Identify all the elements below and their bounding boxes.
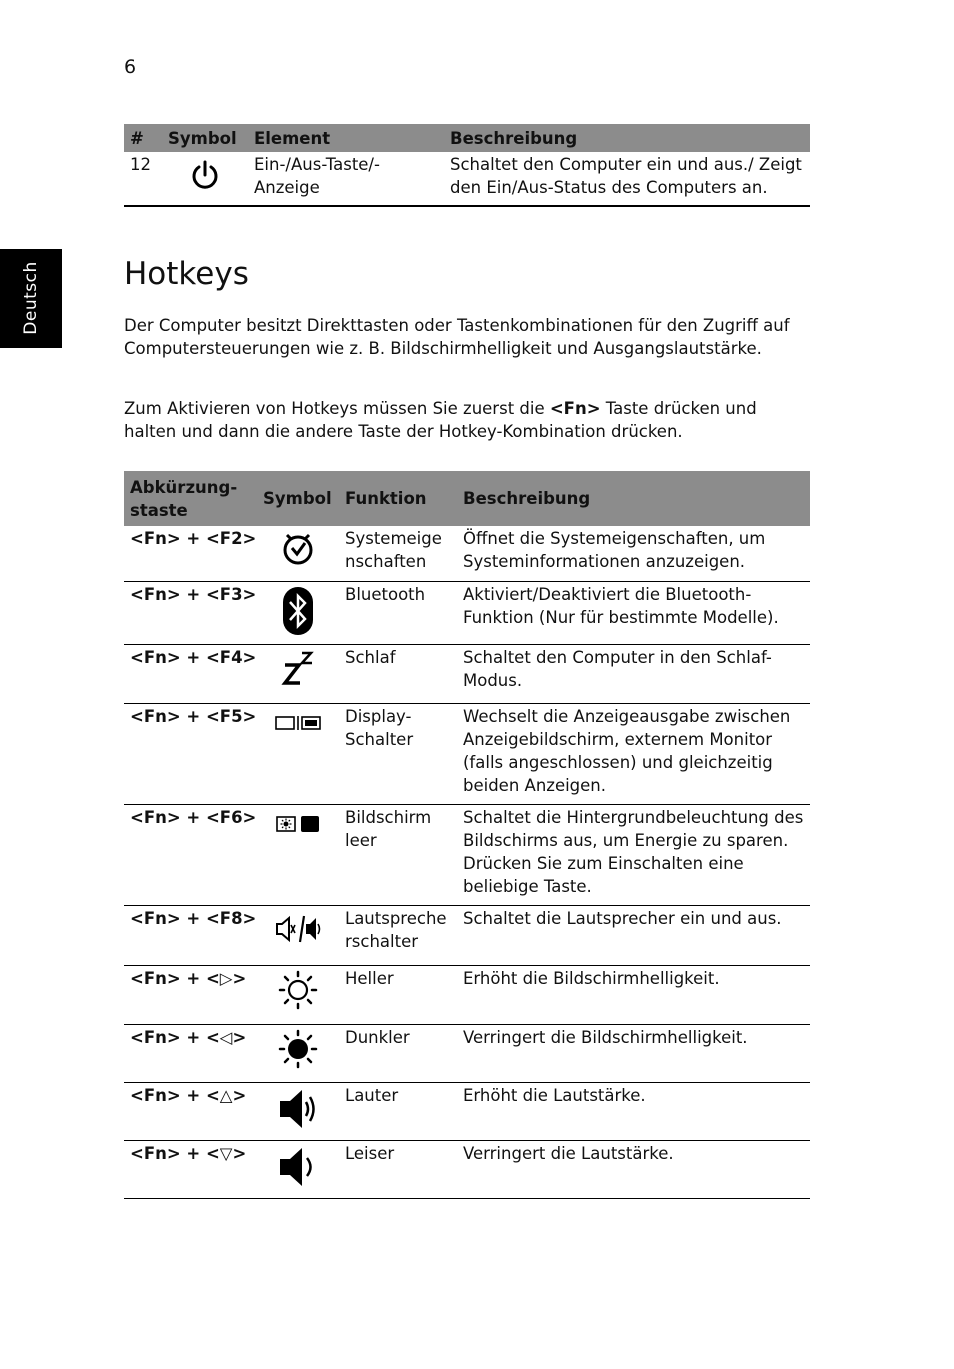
function-name: Leiser	[339, 1140, 457, 1198]
function-description: Schaltet die Lautsprecher ein und aus.	[457, 905, 810, 965]
section-heading: Hotkeys	[124, 256, 249, 292]
hotkey-table	[124, 471, 810, 1199]
function-name: Heller	[339, 965, 457, 1024]
function-description: Öffnet die Systemeigenschaften, um Systeminformationen anzuzeigen.	[457, 526, 810, 581]
function-description: Verringert die Lautstärke.	[457, 1140, 810, 1198]
table-row	[124, 1082, 810, 1140]
language-label: Deutsch	[21, 261, 41, 335]
col-header-element: Element	[248, 124, 444, 152]
function-name: Schlaf	[339, 644, 457, 703]
table-row	[124, 905, 810, 965]
function-name: Bluetooth	[339, 581, 457, 644]
shortcut-key: <Fn> + <F2>	[124, 526, 257, 581]
shortcut-key: <Fn> + <◁>	[124, 1024, 257, 1082]
fn-key-label: <Fn>	[549, 399, 601, 418]
table-row	[124, 703, 810, 804]
table-row	[124, 1140, 810, 1198]
language-side-tab	[0, 249, 62, 348]
shortcut-key: <Fn> + <F3>	[124, 581, 257, 644]
element-description: Schaltet den Computer ein und aus./ Zeigt den Ein/Aus-Status des Computers an.	[450, 155, 802, 197]
table-row	[124, 526, 810, 581]
col-header-number: #	[124, 124, 162, 152]
function-description: Schaltet den Computer in den Schlaf-Modus.	[457, 644, 810, 703]
shortcut-key: <Fn> + <F4>	[124, 644, 257, 703]
table-row	[124, 644, 810, 703]
element-table	[124, 124, 810, 207]
volume-down-icon	[278, 1145, 318, 1189]
shortcut-key: <Fn> + <F8>	[124, 905, 257, 965]
table-row	[124, 1024, 810, 1082]
col-header-symbol: Symbol	[257, 471, 339, 526]
function-description: Verringert die Bildschirmhelligkeit.	[457, 1024, 810, 1082]
activation-text-after: Taste drücken und halten und dann die andere Taste der Hotkey-Kombination drücken.	[124, 399, 757, 441]
brightness-up-icon	[278, 970, 318, 1010]
function-name: Display-Schalter	[339, 703, 457, 804]
table-row	[124, 804, 810, 905]
page-number: 6	[124, 56, 137, 78]
col-header-description: Beschreibung	[444, 124, 810, 152]
function-description: Wechselt die Anzeigeausgabe zwischen Anzeigebildschirm, externem Monitor (falls angeschlossen) und gleichzeitig beiden Anzeigen.	[457, 703, 810, 804]
element-name: Ein-/Aus-Taste/-Anzeige	[254, 155, 380, 197]
activation-text-before: Zum Aktivieren von Hotkeys müssen Sie zuerst die	[124, 399, 550, 418]
shortcut-key: <Fn> + <▽>	[124, 1140, 257, 1198]
table-row	[124, 965, 810, 1024]
table-row	[124, 581, 810, 644]
brightness-down-icon	[278, 1029, 318, 1069]
function-description: Erhöht die Lautstärke.	[457, 1082, 810, 1140]
function-name: Bildschirm leer	[339, 804, 457, 905]
function-name: Systemeigenschaften	[339, 526, 457, 581]
function-name: Lautsprecherschalter	[339, 905, 457, 965]
speaker-toggle-icon	[275, 914, 321, 944]
shortcut-key: <Fn> + <F6>	[124, 804, 257, 905]
function-name: Lauter	[339, 1082, 457, 1140]
function-description: Aktiviert/Deaktiviert die Bluetooth-Funktion (Nur für bestimmte Modelle).	[457, 581, 810, 644]
intro-paragraph: Der Computer besitzt Direkttasten oder Tastenkombinationen für den Zugriff auf Computersteuerungen wie z. B. Bildschirmhelligkeit und Ausgangslautstärke.	[124, 316, 790, 358]
function-name: Dunkler	[339, 1024, 457, 1082]
row-number: 12	[130, 155, 151, 174]
shortcut-key: <Fn> + <F5>	[124, 703, 257, 804]
col-header-symbol: Symbol	[162, 124, 248, 152]
col-header-function: Funktion	[339, 471, 457, 526]
element-table-header	[124, 124, 810, 152]
shortcut-key: <Fn> + <△>	[124, 1082, 257, 1140]
sleep-icon	[281, 649, 315, 687]
function-description: Erhöht die Bildschirmhelligkeit.	[457, 965, 810, 1024]
activation-paragraph	[124, 397, 814, 443]
bluetooth-icon	[281, 586, 315, 636]
display-toggle-icon	[274, 715, 322, 731]
power-icon	[190, 160, 220, 192]
col-header-description: Beschreibung	[457, 471, 810, 526]
table-row	[124, 152, 810, 206]
col-header-shortcut: Abkürzung-staste	[124, 471, 257, 526]
volume-up-icon	[278, 1087, 318, 1131]
hotkey-table-header	[124, 471, 810, 526]
screen-blank-icon	[275, 815, 321, 833]
system-properties-icon	[281, 530, 315, 566]
shortcut-key: <Fn> + <▷>	[124, 965, 257, 1024]
function-description: Schaltet die Hintergrundbeleuchtung des Bildschirms aus, um Energie zu sparen. Drücken Sie zum Einschalten eine beliebige Taste.	[457, 804, 810, 905]
